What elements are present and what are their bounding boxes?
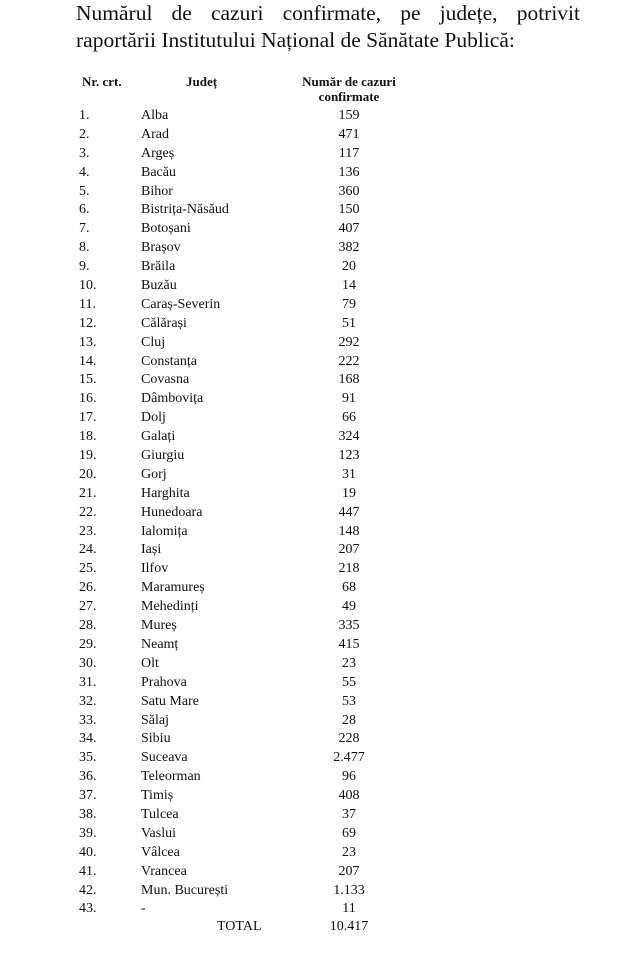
table-row bbox=[0, 334, 642, 353]
row-number: 2. bbox=[79, 126, 90, 142]
case-count: 28 bbox=[342, 712, 356, 728]
row-number: 15. bbox=[79, 372, 97, 388]
table-row bbox=[0, 844, 642, 863]
case-count: 19 bbox=[342, 485, 356, 501]
county-name: Bistrița-Năsăud bbox=[141, 202, 229, 218]
row-number: 38. bbox=[79, 806, 97, 822]
case-count: 23 bbox=[342, 655, 356, 671]
case-count: 471 bbox=[338, 126, 360, 142]
row-number: 8. bbox=[79, 240, 90, 256]
table-row bbox=[0, 353, 642, 372]
county-name: Călărași bbox=[141, 315, 187, 331]
county-name: Bihor bbox=[141, 183, 173, 199]
row-number: 5. bbox=[79, 183, 90, 199]
row-number: 26. bbox=[79, 580, 97, 596]
case-count: 14 bbox=[342, 278, 356, 294]
row-number: 6. bbox=[79, 202, 90, 218]
county-name: Satu Mare bbox=[141, 693, 199, 709]
table-row bbox=[0, 220, 642, 239]
county-name: Galați bbox=[141, 429, 176, 445]
row-number: 40. bbox=[79, 844, 97, 860]
table-row bbox=[0, 523, 642, 542]
row-number: 16. bbox=[79, 391, 97, 407]
table-row bbox=[0, 126, 642, 145]
case-count: 68 bbox=[342, 580, 356, 596]
table-row bbox=[0, 655, 642, 674]
case-count: 382 bbox=[338, 240, 360, 256]
case-count: 55 bbox=[342, 674, 356, 690]
county-name: Giurgiu bbox=[141, 448, 185, 464]
county-name: Iași bbox=[141, 542, 162, 558]
column-header-judet: Județ bbox=[186, 74, 218, 89]
table-row bbox=[0, 712, 642, 731]
table-row bbox=[0, 560, 642, 579]
county-name: Brașov bbox=[141, 240, 181, 256]
case-count: 218 bbox=[338, 561, 360, 577]
county-name: Arad bbox=[141, 126, 169, 142]
table-row bbox=[0, 371, 642, 390]
row-number: 30. bbox=[79, 655, 97, 671]
county-name: Brăila bbox=[141, 259, 176, 275]
county-name: Sălaj bbox=[141, 712, 169, 728]
total-value: 10.417 bbox=[329, 919, 369, 934]
table-row bbox=[0, 806, 642, 825]
case-count: 168 bbox=[338, 372, 360, 388]
row-number: 35. bbox=[79, 750, 97, 766]
case-count: 69 bbox=[342, 825, 356, 841]
case-count: 222 bbox=[338, 353, 360, 369]
county-name: Teleorman bbox=[141, 769, 201, 785]
row-number: 12. bbox=[79, 315, 97, 331]
column-header-numar-cazuri: Număr de cazuri confirmate bbox=[302, 74, 396, 104]
table-row bbox=[0, 428, 642, 447]
case-count: 408 bbox=[338, 788, 360, 804]
row-number: 21. bbox=[79, 485, 97, 501]
row-number: 1. bbox=[79, 108, 90, 123]
county-name: Alba bbox=[141, 108, 169, 123]
row-number: 33. bbox=[79, 712, 97, 728]
table-row bbox=[0, 579, 642, 598]
table-row bbox=[0, 409, 642, 428]
case-count: 159 bbox=[338, 108, 360, 123]
county-name: Mehedinți bbox=[141, 599, 199, 615]
county-name: Dâmbovița bbox=[141, 391, 204, 407]
county-name: Dolj bbox=[141, 410, 166, 426]
case-count: 53 bbox=[342, 693, 356, 709]
table-row bbox=[0, 598, 642, 617]
table-row bbox=[0, 730, 642, 749]
county-name: Prahova bbox=[141, 674, 187, 690]
row-number: 42. bbox=[79, 882, 97, 898]
row-number: 14. bbox=[79, 353, 97, 369]
table-row bbox=[0, 749, 642, 768]
case-count: 335 bbox=[338, 618, 360, 634]
case-count: 207 bbox=[338, 863, 360, 879]
table-row bbox=[0, 390, 642, 409]
case-count: 292 bbox=[338, 334, 360, 350]
table-row bbox=[0, 768, 642, 787]
cases-table-body bbox=[0, 107, 642, 919]
county-name: Hunedoara bbox=[141, 504, 203, 520]
table-row bbox=[0, 693, 642, 712]
table-row bbox=[0, 485, 642, 504]
table-row bbox=[0, 164, 642, 183]
county-name: Neamț bbox=[141, 636, 179, 652]
table-row bbox=[0, 447, 642, 466]
table-row bbox=[0, 239, 642, 258]
county-name: Tulcea bbox=[141, 806, 179, 822]
total-row bbox=[0, 917, 642, 936]
case-count: 51 bbox=[342, 315, 356, 331]
case-count: 96 bbox=[342, 769, 356, 785]
row-number: 3. bbox=[79, 145, 90, 161]
county-name: Harghita bbox=[141, 485, 190, 501]
case-count: 228 bbox=[338, 731, 360, 747]
row-number: 43. bbox=[79, 901, 97, 917]
case-count: 2.477 bbox=[333, 750, 365, 766]
table-row bbox=[0, 504, 642, 523]
county-name: Suceava bbox=[141, 750, 188, 766]
case-count: 91 bbox=[342, 391, 356, 407]
case-count: 360 bbox=[338, 183, 360, 199]
table-row bbox=[0, 882, 642, 901]
county-name: Bacău bbox=[141, 164, 176, 180]
table-row bbox=[0, 296, 642, 315]
county-name: Buzău bbox=[141, 278, 177, 294]
total-label: TOTAL bbox=[217, 919, 262, 934]
table-row bbox=[0, 107, 642, 126]
county-name: Ialomița bbox=[141, 523, 188, 539]
table-row bbox=[0, 863, 642, 882]
county-name: Cluj bbox=[141, 334, 166, 350]
table-row bbox=[0, 201, 642, 220]
county-name: Vrancea bbox=[141, 863, 187, 879]
case-count: 23 bbox=[342, 844, 356, 860]
row-number: 31. bbox=[79, 674, 97, 690]
row-number: 29. bbox=[79, 636, 97, 652]
county-name: Vaslui bbox=[141, 825, 176, 841]
case-count: 136 bbox=[338, 164, 360, 180]
title-line-1: Numărul de cazuri confirmate, pe județe, potrivit bbox=[76, 1, 580, 25]
row-number: 11. bbox=[79, 296, 96, 312]
row-number: 32. bbox=[79, 693, 97, 709]
table-row bbox=[0, 787, 642, 806]
case-count: 20 bbox=[342, 259, 356, 275]
row-number: 23. bbox=[79, 523, 97, 539]
county-name: Timiș bbox=[141, 788, 174, 804]
row-number: 27. bbox=[79, 599, 97, 615]
case-count: 207 bbox=[338, 542, 360, 558]
row-number: 39. bbox=[79, 825, 97, 841]
case-count: 11 bbox=[342, 901, 356, 917]
title-line-2: raportării Institutului Național de Sănătate Publică: bbox=[76, 28, 515, 52]
row-number: 13. bbox=[79, 334, 97, 350]
case-count: 150 bbox=[338, 202, 360, 218]
table-row bbox=[0, 617, 642, 636]
table-row bbox=[0, 674, 642, 693]
table-row bbox=[0, 277, 642, 296]
row-number: 10. bbox=[79, 278, 97, 294]
county-name: Vâlcea bbox=[141, 844, 180, 860]
case-count: 324 bbox=[338, 429, 360, 445]
row-number: 4. bbox=[79, 164, 90, 180]
table-row bbox=[0, 315, 642, 334]
table-row bbox=[0, 183, 642, 202]
case-count: 49 bbox=[342, 599, 356, 615]
table-row bbox=[0, 145, 642, 164]
county-name: - bbox=[141, 901, 146, 917]
county-name: Constanța bbox=[141, 353, 197, 369]
county-name: Botoșani bbox=[141, 221, 191, 237]
column-header-nr: Nr. crt. bbox=[82, 74, 122, 89]
row-number: 20. bbox=[79, 466, 97, 482]
table-row bbox=[0, 636, 642, 655]
county-name: Argeș bbox=[141, 145, 175, 161]
table-row bbox=[0, 825, 642, 844]
county-name: Olt bbox=[141, 655, 159, 671]
county-name: Caraș-Severin bbox=[141, 296, 221, 312]
row-number: 7. bbox=[79, 221, 90, 237]
case-count: 415 bbox=[338, 636, 360, 652]
case-count: 148 bbox=[338, 523, 360, 539]
row-number: 24. bbox=[79, 542, 97, 558]
case-count: 79 bbox=[342, 296, 356, 312]
row-number: 37. bbox=[79, 788, 97, 804]
row-number: 18. bbox=[79, 429, 97, 445]
county-name: Covasna bbox=[141, 372, 190, 388]
case-count: 123 bbox=[338, 448, 360, 464]
row-number: 19. bbox=[79, 448, 97, 464]
case-count: 407 bbox=[338, 221, 360, 237]
county-name: Gorj bbox=[141, 466, 167, 482]
table-row bbox=[0, 541, 642, 560]
row-number: 9. bbox=[79, 259, 90, 275]
county-name: Mun. București bbox=[141, 882, 229, 898]
county-name: Sibiu bbox=[141, 731, 171, 747]
case-count: 37 bbox=[342, 806, 356, 822]
row-number: 34. bbox=[79, 731, 97, 747]
case-count: 117 bbox=[338, 145, 360, 161]
case-count: 31 bbox=[342, 466, 356, 482]
row-number: 22. bbox=[79, 504, 97, 520]
case-count: 1.133 bbox=[333, 882, 365, 898]
row-number: 17. bbox=[79, 410, 97, 426]
row-number: 28. bbox=[79, 618, 97, 634]
document-title bbox=[76, 0, 580, 54]
case-count: 447 bbox=[338, 504, 360, 520]
row-number: 25. bbox=[79, 561, 97, 577]
table-row bbox=[0, 258, 642, 277]
county-name: Mureș bbox=[141, 618, 177, 634]
county-name: Ilfov bbox=[141, 561, 169, 577]
row-number: 41. bbox=[79, 863, 97, 879]
row-number: 36. bbox=[79, 769, 97, 785]
table-row bbox=[0, 466, 642, 485]
county-name: Maramureș bbox=[141, 580, 205, 596]
case-count: 66 bbox=[342, 410, 356, 426]
